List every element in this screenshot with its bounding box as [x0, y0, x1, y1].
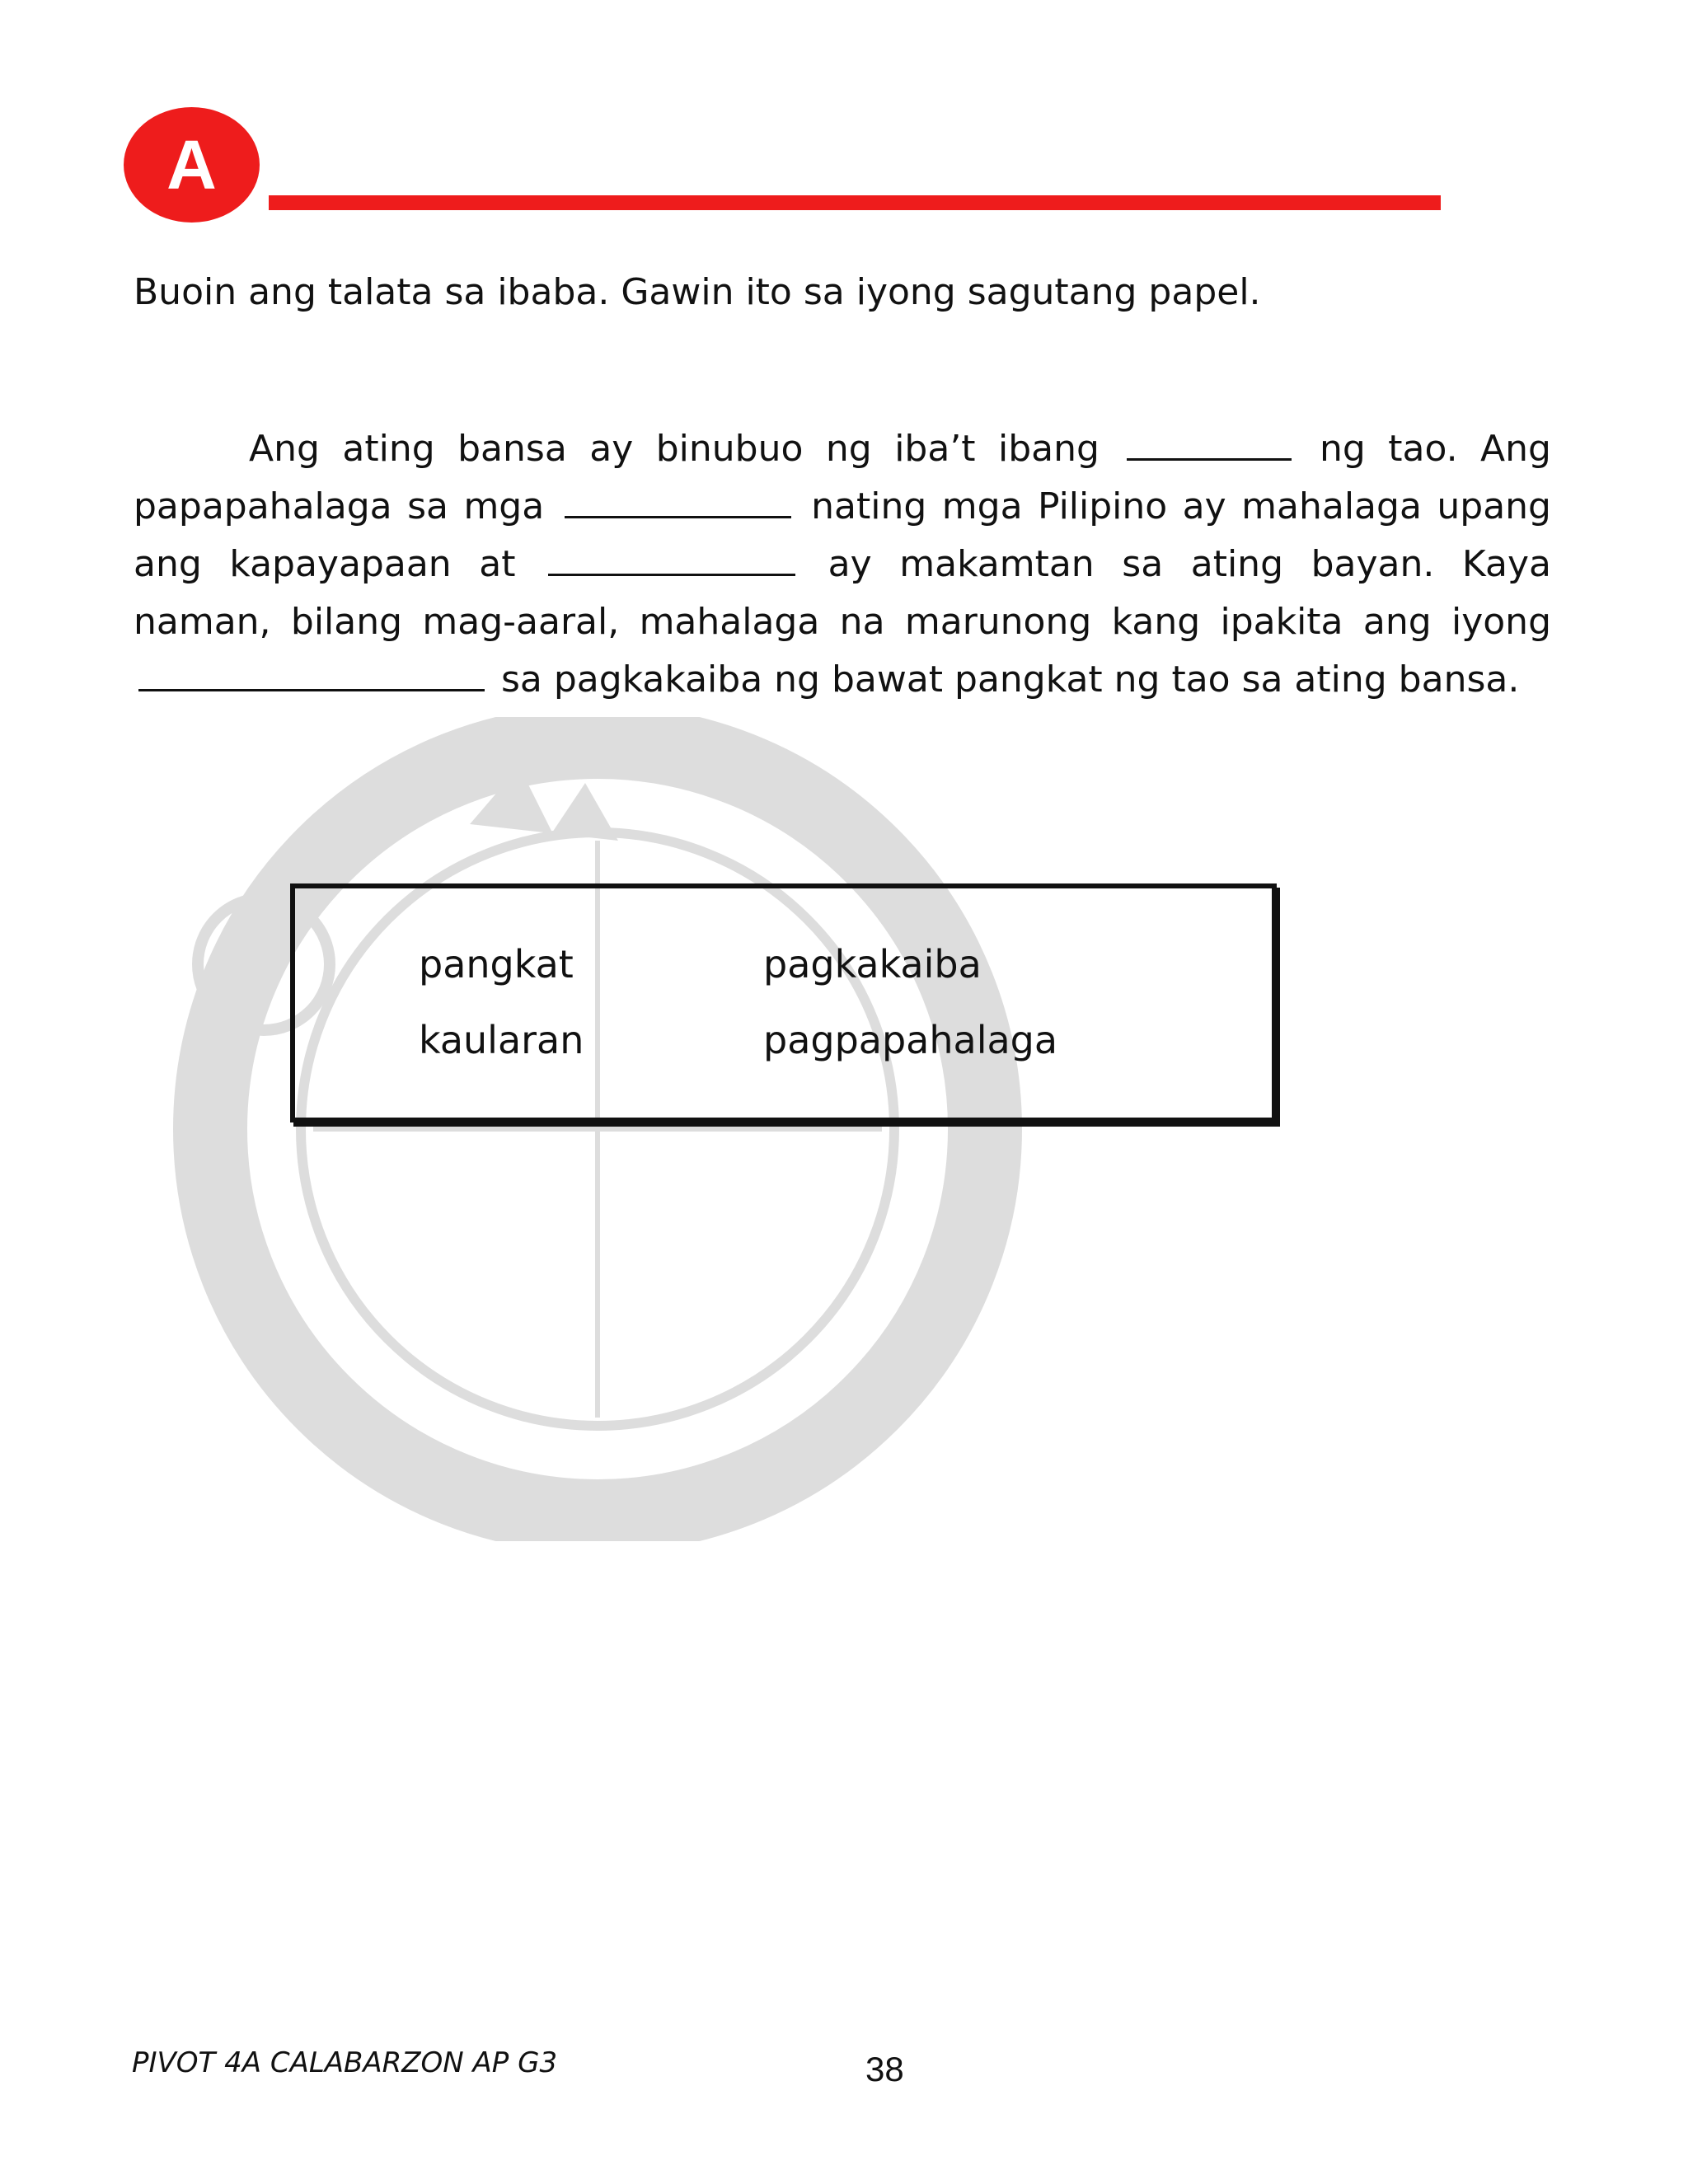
header-rule	[269, 195, 1441, 210]
page-number: 38	[865, 2050, 904, 2088]
word-bank-item: pagkakaiba	[763, 942, 982, 987]
word-bank-box	[290, 883, 1277, 1122]
answer-blank-2	[565, 480, 791, 518]
seal-watermark	[124, 717, 1071, 1541]
word-bank-item: pangkat	[419, 942, 574, 987]
paragraph-segment-1: Ang ating bansa ay binubuo ng iba’t ibang	[249, 428, 1100, 470]
answer-blank-1	[1127, 422, 1292, 461]
answer-blank-3	[548, 537, 795, 576]
paragraph-segment-2: ng tao. Ang papapahalaga sa mga	[134, 428, 1551, 527]
section-badge	[124, 107, 260, 223]
paragraph-segment-3: nating mga Pilipino ay mahalaga upang ang kapayapaan at	[134, 485, 1551, 585]
word-bank-item: pagpapahalaga	[763, 1018, 1058, 1062]
fill-in-paragraph	[134, 420, 1551, 709]
badge-letter: A	[166, 125, 217, 204]
instruction-text: Buoin ang talata sa ibaba. Gawin ito sa iyong sagutang papel.	[134, 271, 1261, 313]
paragraph-segment-5: sa pagkakaiba ng bawat pangkat ng tao sa ating bansa.	[501, 658, 1520, 701]
answer-blank-4	[138, 653, 485, 691]
paragraph-segment-4: ay makamtan sa ating bayan. Kaya naman, bilang mag-aaral, mahalaga na marunong kang ipakita ang iyong	[134, 543, 1551, 643]
footer-source: PIVOT 4A CALABARZON AP G3	[132, 2046, 558, 2079]
word-bank-item: kaularan	[419, 1018, 584, 1062]
